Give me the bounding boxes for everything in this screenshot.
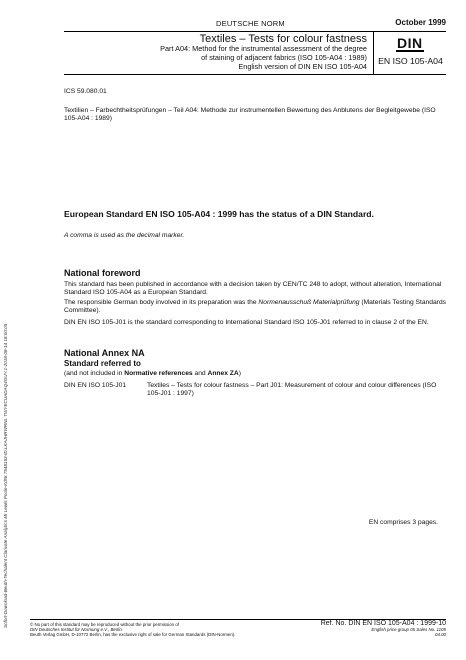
annex-subheading: Standard referred to	[64, 359, 141, 368]
edition-code: 04.00	[435, 632, 446, 638]
foreword-paragraph-3: DIN EN ISO 105-J01 is the standard corresponding to International Standard ISO 105-J01 referred to in clause 2 of the EN.	[64, 319, 429, 326]
din-logo: DIN	[397, 35, 423, 51]
foreword-heading: National foreword	[64, 268, 141, 278]
price-group: English price group 05 Sales No. 1105	[371, 627, 446, 632]
committee-name: Normenausschuß Materialprüfung	[258, 299, 360, 306]
din-logo-box	[373, 32, 447, 74]
reference-number: Ref. No. DIN EN ISO 105-A04 : 1999-10	[320, 620, 446, 627]
german-title: Textilien – Farbechtheitsprüfungen – Teil A04: Methode zur instrumentellen Bewertung des Anblutens der Begleitgewebe (ISO 105-A04 : 1989)	[64, 107, 436, 123]
norm-label: DEUTSCHE NORM	[216, 19, 285, 28]
page-count-note: EN comprises 3 pages.	[368, 519, 438, 526]
english-version-note: English version of DIN EN ISO 105-A04	[238, 62, 367, 71]
title-text-area	[64, 32, 373, 74]
document-subtitle-line-1: Part A04: Method for the instrumental assessment of the degree	[160, 44, 367, 53]
standard-number: EN ISO 105-A04	[378, 56, 443, 66]
document-title: Textiles – Tests for colour fastness	[199, 33, 367, 45]
ics-code: ICS 59.080.01	[64, 88, 107, 95]
footer-reference	[321, 620, 446, 637]
download-watermark: Sofort-Download-Beuth-Techalent Clarivate Analytics Mr Lewis Poole-KdNr.7548153-ID.LKAJHRWRNL TWYECUADAQ4GUY.1-2018-08-14 18:00:05	[3, 323, 8, 628]
title-block	[64, 31, 446, 75]
status-statement: European Standard EN ISO 105-A04 : 1999 has the status of a DIN Standard.	[64, 209, 374, 219]
copyright-notice: © No part of this standard may be reproduced without the prior permission of DIN Deutsches Institut für Normung e.V., Berlin. Beuth Verlag GmbH, D-10772 Berlin, has the exclusive right of sale for German Standards (DIN-Normen).	[30, 622, 236, 638]
document-subtitle-line-2: of staining of adjacent fabrics (ISO 105-A04 : 1989)	[201, 53, 367, 62]
issue-date: October 1999	[395, 18, 446, 27]
foreword-paragraph-1: This standard has been published in accordance with a decision taken by CEN/TC 248 to adopt, without alteration, International Standard ISO 105-A04 as a European Standard.	[64, 281, 442, 297]
top-header	[64, 18, 446, 30]
annex-note: (and not included in Normative references and Annex ZA)	[64, 370, 241, 377]
reference-description: Textiles – Tests for colour fastness – Part J01: Measurement of colour and colour differences (ISO 105-J01 : 1997)	[147, 382, 437, 398]
annex-heading: National Annex NA	[64, 348, 145, 358]
decimal-marker-note: A comma is used as the decimal marker.	[64, 232, 185, 239]
reference-code: DIN EN ISO 105-J01	[64, 382, 127, 389]
foreword-paragraph-2: The responsible German body involved in its preparation was the Normenausschuß Materialprüfung (Materials Testing Standards Committee).	[64, 299, 447, 315]
